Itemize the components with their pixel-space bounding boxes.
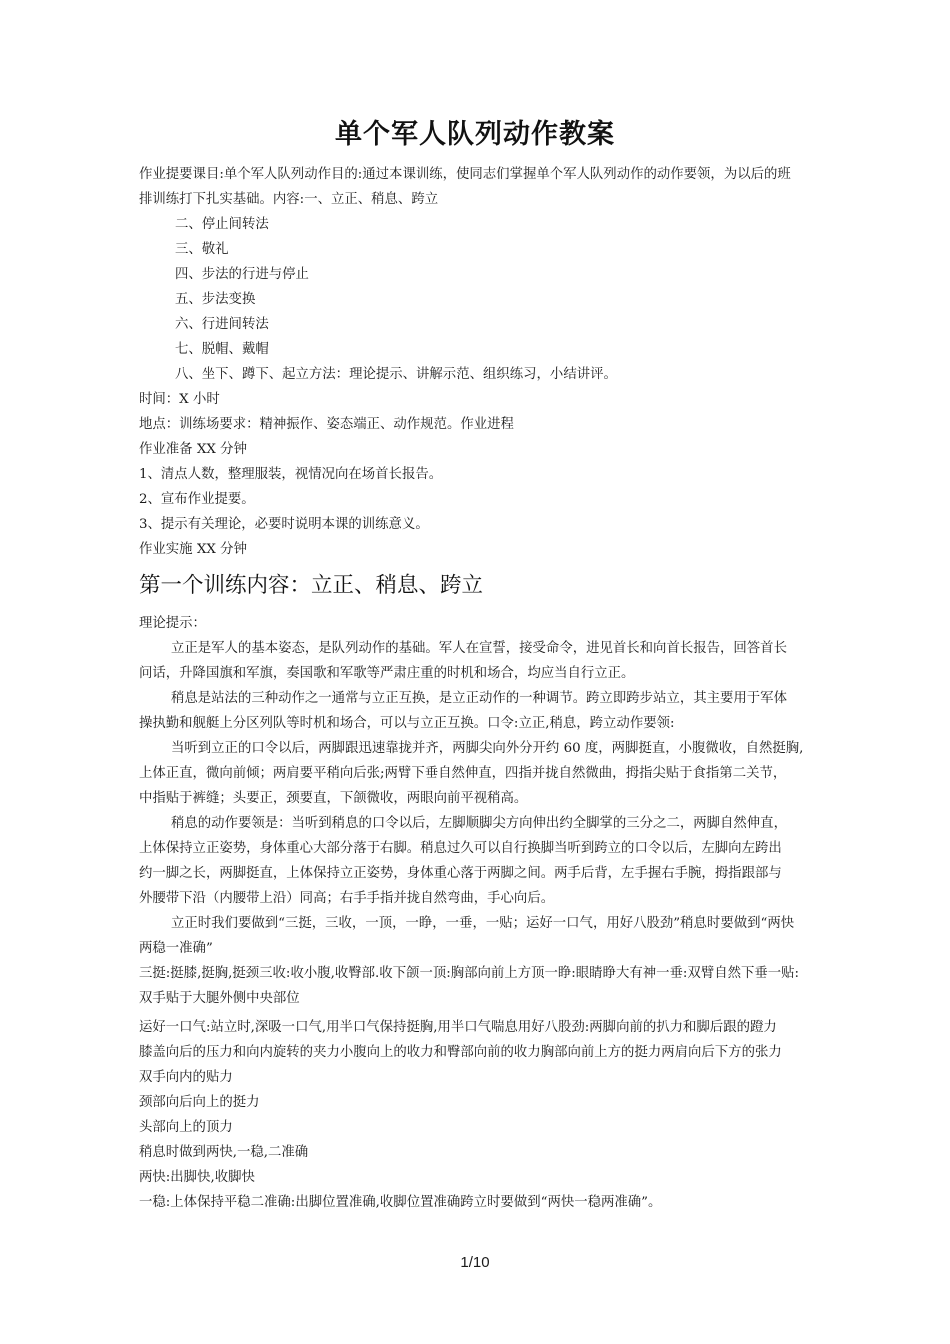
body-line: 膝盖向后的压力和向内旋转的夹力小腹向上的收力和臀部向前的收力胸部向前上方的挺力两肩向后下方的张力 [139, 1045, 782, 1060]
content-item: 六、行进间转法 [175, 317, 269, 332]
content-item: 二、停止间转法 [175, 217, 269, 232]
body-line: 头部向上的顶力 [139, 1120, 233, 1135]
prep-line: 地点：训练场要求：精神振作、姿态端正、动作规范。作业进程 [139, 417, 514, 432]
body-line: 两快:出脚快,收脚快 [139, 1170, 255, 1185]
body-line: 稍息时做到两快,一稳,二准确 [139, 1145, 309, 1160]
body-line: 当听到立正的口令以后，两脚跟迅速靠拢并齐，两脚尖向外分开约 60 度，两脚挺直，小腹微收，自然挺胸, [171, 741, 804, 756]
body-line: 运好一口气:站立时,深吸一口气,用半口气保持挺胸,用半口气喘息用好八股劲:两脚向前的扒力和脚后跟的蹬力 [139, 1020, 777, 1035]
body-line: 双手向内的贴力 [139, 1070, 233, 1085]
body-line: 双手贴于大腿外侧中央部位 [139, 991, 300, 1006]
body-line: 颈部向后向上的挺力 [139, 1095, 260, 1110]
section-heading: 第一个训练内容：立正、稍息、跨立 [139, 573, 484, 598]
body-line: 两稳一准确” [139, 941, 213, 956]
content-item: 三、敬礼 [175, 242, 229, 257]
prep-line: 2、宣布作业提要。 [139, 492, 255, 507]
body-line: 立正时我们要做到“三挺，三收，一顶，一睁，一垂，一贴；运好一口气，用好八股劲”稍息时要做到“两快 [171, 916, 795, 931]
intro-line: 作业提要课目:单个军人队列动作目的:通过本课训练，使同志们掌握单个军人队列动作的动作要领，为以后的班 [139, 167, 791, 182]
body-line: 上体保持立正姿势，身体重心大部分落于右脚。稍息过久可以自行换脚当听到跨立的口令以后，左脚向左跨出 [139, 841, 782, 856]
body-line: 稍息的动作要领是：当听到稍息的口令以后，左脚顺脚尖方向伸出约全脚掌的三分之二，两脚自然伸直， [171, 816, 787, 831]
body-line: 约一脚之长，两脚挺直，上体保持立正姿势，身体重心落于两脚之间。两手后背，左手握右手腕，拇指跟部与 [139, 866, 782, 881]
document-title: 单个军人队列动作教案 [335, 119, 615, 150]
content-item: 五、步法变换 [175, 292, 256, 307]
body-line: 问话，升降国旗和军旗，奏国歌和军歌等严肃庄重的时机和场合，均应当自行立正。 [139, 666, 635, 681]
body-line: 稍息是站法的三种动作之一通常与立正互换，是立正动作的一种调节。跨立即跨步站立，其主要用于军体 [171, 691, 787, 706]
body-line: 上体正直，微向前倾；两肩要平稍向后张;两臂下垂自然伸直，四指并拢自然微曲，拇指尖贴于食指第二关节， [139, 766, 787, 781]
prep-line: 1、清点人数，整理服装，视情况向在场首长报告。 [139, 467, 443, 482]
body-line: 一稳:上体保持平稳二准确:出脚位置准确,收脚位置准确跨立时要做到“两快一稳两准确”。 [139, 1195, 662, 1210]
content-item: 八、坐下、蹲下、起立方法：理论提示、讲解示范、组织练习，小结讲评。 [175, 367, 617, 382]
content-item: 四、步法的行进与停止 [175, 267, 309, 282]
content-item: 七、脱帽、戴帽 [175, 342, 269, 357]
prep-line: 作业实施 XX 分钟 [139, 542, 247, 557]
theory-label: 理论提示： [139, 616, 206, 631]
body-line: 立正是军人的基本姿态，是队列动作的基础。军人在宣誓，接受命令，进见首长和向首长报告，回答首长 [171, 641, 787, 656]
prep-line: 作业准备 XX 分钟 [139, 442, 247, 457]
body-line: 三挺:挺膝,挺胸,挺颈三收:收小腹,收臀部.收下颌一顶:胸部向前上方顶一睁:眼睛睁大有神一垂:双臂自然下垂一贴: [139, 966, 800, 981]
body-line: 操执勤和舰艇上分区列队等时机和场合，可以与立正互换。口令:立正,稍息，跨立动作要领: [139, 716, 675, 731]
prep-line: 时间：X 小时 [139, 392, 220, 407]
page-number: 1/10 [460, 1254, 490, 1271]
body-line: 外腰带下沿（内腰带上沿）同高；右手手指并拢自然弯曲，手心向后。 [139, 891, 555, 906]
body-line: 中指贴于裤缝；头要正，颈要直，下颌微收，两眼向前平视稍高。 [139, 791, 528, 806]
prep-line: 3、提示有关理论，必要时说明本课的训练意义。 [139, 517, 429, 532]
intro-line: 排训练打下扎实基础。内容:一、立正、稍息、跨立 [139, 192, 439, 207]
